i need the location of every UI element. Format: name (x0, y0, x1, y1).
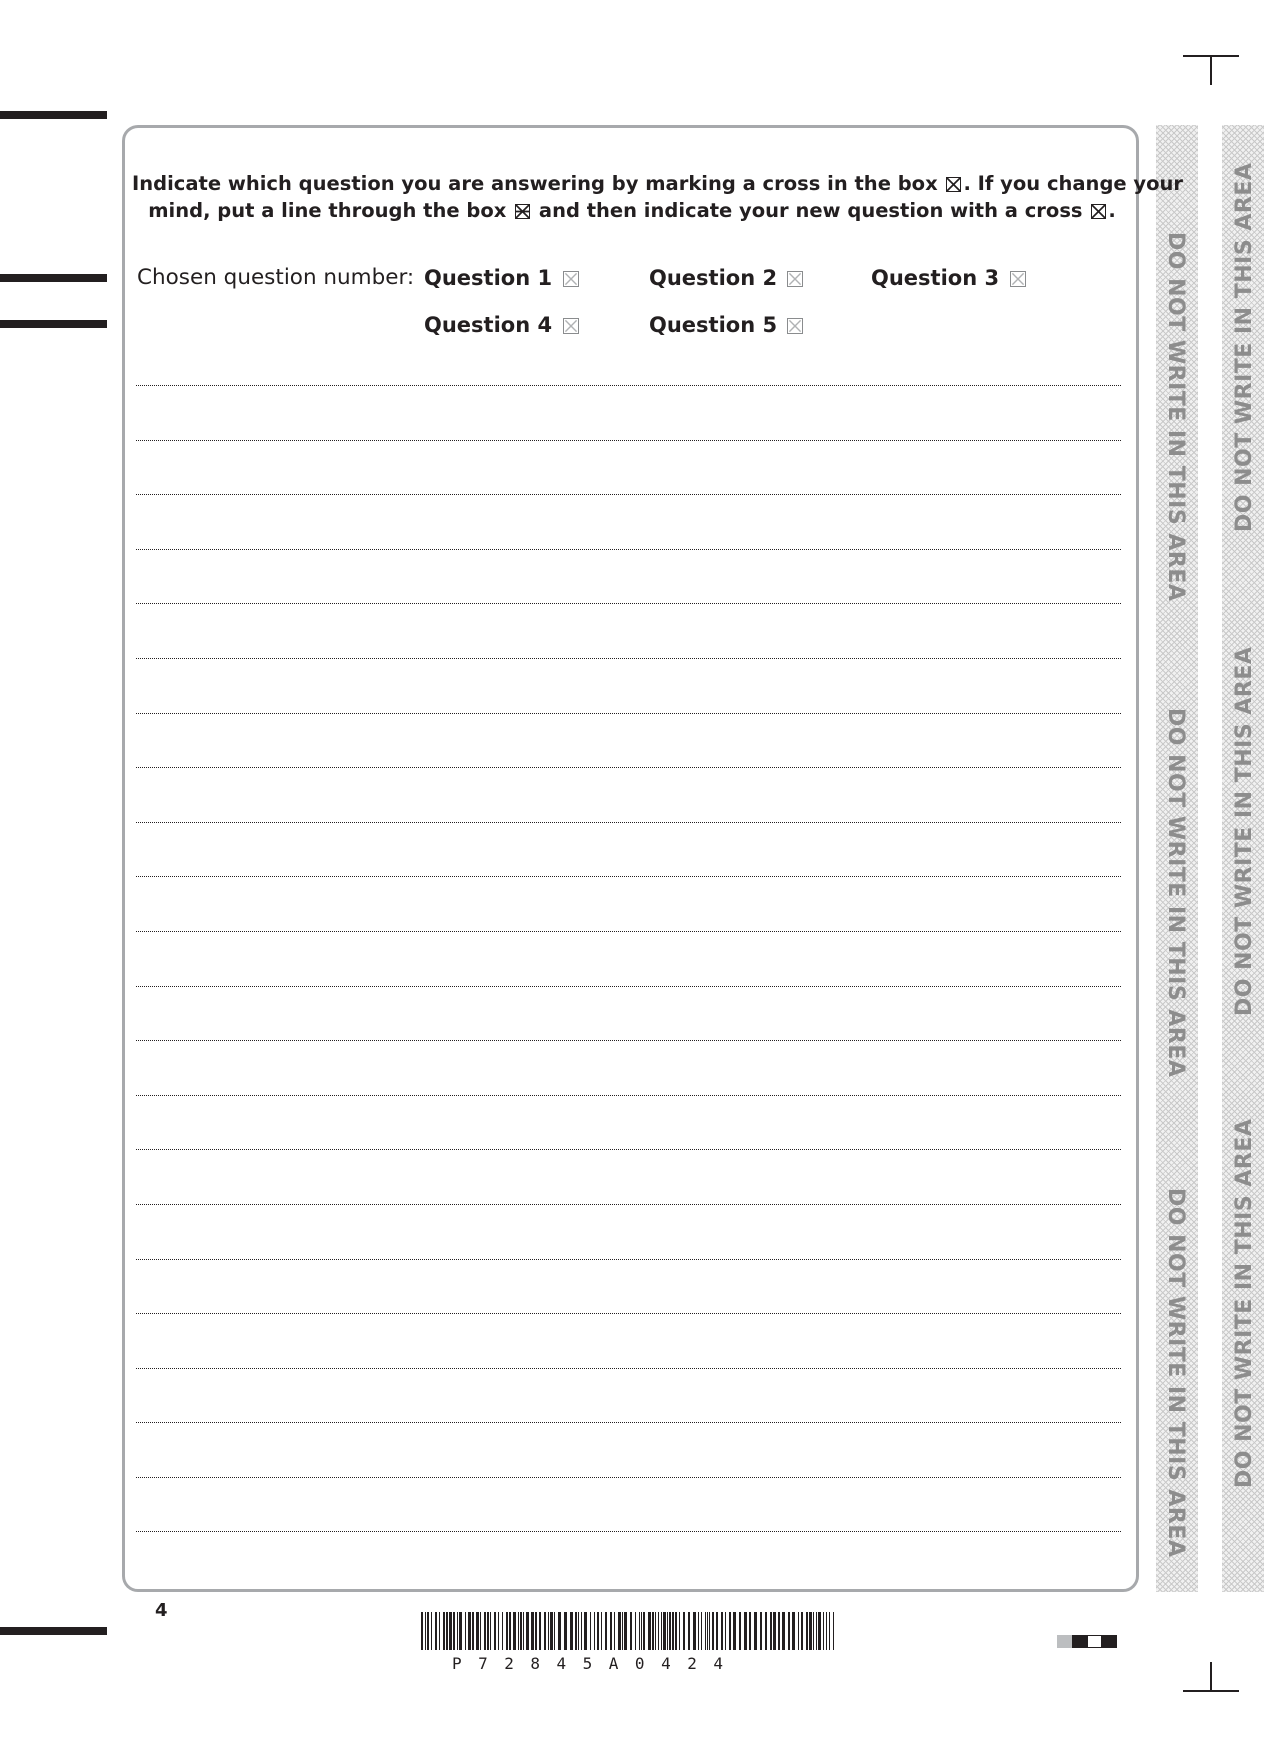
question-5-checkbox[interactable] (787, 318, 803, 334)
corner-blocks (1057, 1635, 1117, 1648)
instructions-line-1-tail: . If you change your (963, 172, 1184, 195)
answer-line[interactable] (136, 549, 1121, 550)
question-1-label: Question 1 (424, 266, 553, 290)
question-3-label: Question 3 (871, 266, 1000, 290)
corner-block (1057, 1635, 1072, 1648)
instructions-line-2-tail: . (1108, 199, 1116, 222)
margin-warning-inner-1: DO NOT WRITE IN THIS AREA (1163, 232, 1188, 602)
answer-line[interactable] (136, 494, 1121, 495)
question-4-label: Question 4 (424, 313, 553, 337)
answer-line[interactable] (136, 1313, 1121, 1314)
margin-warning-outer-3: DO NOT WRITE IN THIS AREA (1232, 1118, 1257, 1488)
answer-line[interactable] (136, 931, 1121, 932)
answer-line[interactable] (136, 385, 1121, 386)
answer-lines[interactable] (136, 385, 1121, 1586)
answer-line[interactable] (136, 822, 1121, 823)
question-5-label: Question 5 (649, 313, 778, 337)
edge-bar-bottom (0, 1627, 107, 1635)
edge-bar-middle-2 (0, 320, 107, 328)
answer-line[interactable] (136, 1368, 1121, 1369)
answer-line[interactable] (136, 1422, 1121, 1423)
corner-block (1072, 1635, 1087, 1648)
margin-warning-outer-1: DO NOT WRITE IN THIS AREA (1232, 162, 1257, 532)
answer-line[interactable] (136, 986, 1121, 987)
answer-line[interactable] (136, 876, 1121, 877)
struck-crossed-box-icon (515, 204, 530, 219)
instructions-line-2-text-a: mind, put a line through the box (148, 199, 507, 222)
answer-line[interactable] (136, 1095, 1121, 1096)
question-4-checkbox[interactable] (563, 318, 579, 334)
corner-block (1087, 1635, 1102, 1648)
crop-mark-top-v (1210, 55, 1212, 85)
crop-mark-bottom-v (1210, 1662, 1212, 1692)
answer-line[interactable] (136, 767, 1121, 768)
barcode-text: P72845A0424 (452, 1654, 740, 1673)
margin-warning-inner-3: DO NOT WRITE IN THIS AREA (1163, 1188, 1188, 1558)
instructions-line-1 (132, 170, 1184, 197)
answer-line[interactable] (136, 603, 1121, 604)
answer-line[interactable] (136, 713, 1121, 714)
crossed-box-icon (1091, 204, 1106, 219)
answer-line[interactable] (136, 1204, 1121, 1205)
margin-warning-inner-2: DO NOT WRITE IN THIS AREA (1163, 708, 1188, 1078)
corner-block (1102, 1635, 1117, 1648)
question-1-checkbox[interactable] (563, 271, 579, 287)
instructions (132, 170, 1184, 224)
question-3-checkbox[interactable] (1010, 271, 1026, 287)
answer-line[interactable] (136, 1477, 1121, 1478)
answer-line[interactable] (136, 1259, 1121, 1260)
edge-bar-middle-1 (0, 274, 107, 282)
instructions-line-2 (132, 197, 1132, 224)
instructions-line-1-text: Indicate which question you are answering by marking a cross in the box (132, 172, 938, 195)
edge-bar-top (0, 111, 107, 119)
answer-line[interactable] (136, 440, 1121, 441)
question-2-label: Question 2 (649, 266, 778, 290)
chosen-question-label: Chosen question number: (137, 265, 415, 290)
margin-warning-outer-2: DO NOT WRITE IN THIS AREA (1232, 646, 1257, 1016)
answer-line[interactable] (136, 658, 1121, 659)
crossed-box-icon (946, 177, 961, 192)
answer-line[interactable] (136, 1531, 1121, 1532)
answer-line[interactable] (136, 1149, 1121, 1150)
page-number: 4 (155, 1600, 168, 1621)
instructions-line-2-text-b: and then indicate your new question with a cross (538, 199, 1083, 222)
answer-line[interactable] (136, 1040, 1121, 1041)
question-2-checkbox[interactable] (787, 271, 803, 287)
